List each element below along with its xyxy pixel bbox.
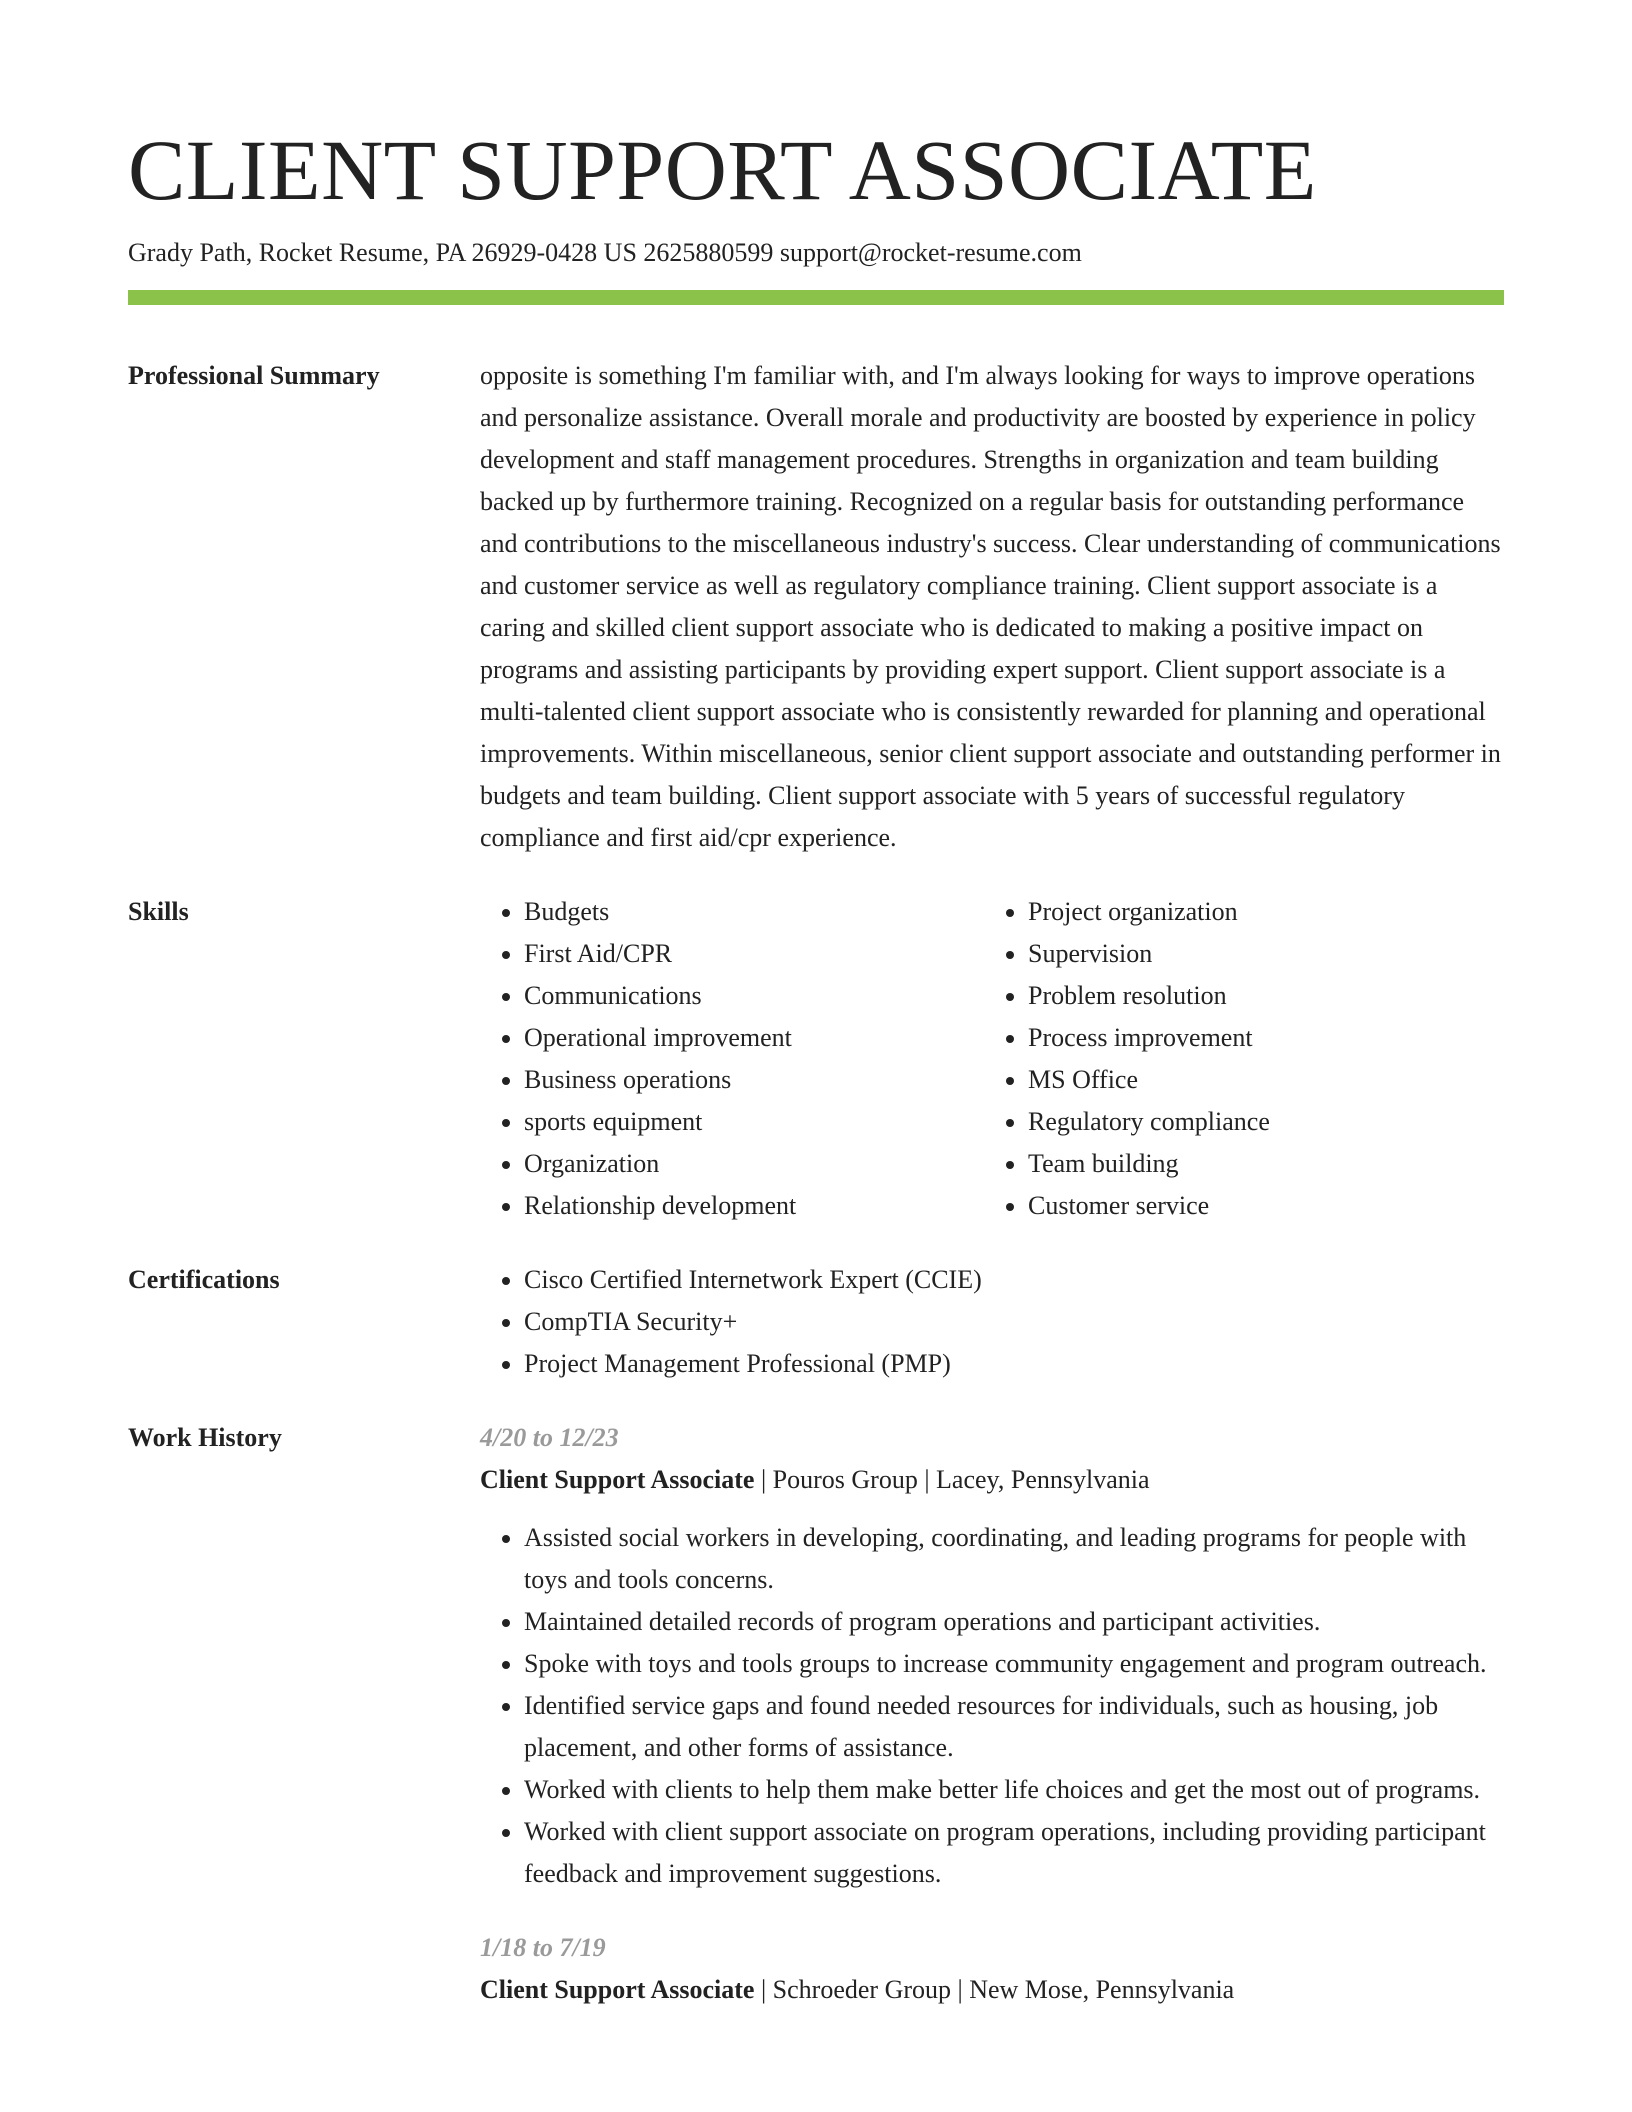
job-bullets	[480, 1517, 1504, 1895]
job-title: Client Support Associate	[480, 1975, 755, 2004]
summary-text: opposite is something I'm familiar with, and I'm always looking for ways to improve operations and personalize assistance. Overall morale and productivity are boosted by experience in policy development and staff management procedures. Strengths in organization and team building backed up by furthermore training. Recognized on a regular basis for outstanding performance and contributions to the miscellaneous industry's success. Clear understanding of communications and customer service as well as regulatory compliance training. Client support associate is a caring and skilled client support associate who is dedicated to making a positive impact on programs and assisting participants by providing expert support. Client support associate is a multi-talented client support associate who is consistently rewarded for planning and operational improvements. Within miscellaneous, senior client support associate and outstanding performer in budgets and team building. Client support associate with 5 years of successful regulatory compliance and first aid/cpr experience.	[480, 361, 1501, 852]
skill-item: • sports equipment	[524, 1101, 984, 1143]
certifications-body	[480, 1259, 1504, 1385]
skill-item: • Relationship development	[524, 1185, 984, 1227]
skills-body	[480, 891, 1504, 1227]
skill-item: • Process improvement	[1028, 1017, 1488, 1059]
certifications-heading: Certifications	[128, 1265, 280, 1294]
job-bullet: • Worked with clients to help them make better life choices and get the most out of programs.	[524, 1769, 1504, 1811]
skill-item: • Regulatory compliance	[1028, 1101, 1488, 1143]
job-details: | Schroeder Group | New Mose, Pennsylvania	[754, 1975, 1235, 2004]
summary-section	[128, 355, 1504, 859]
summary-body	[480, 355, 1504, 859]
job-details: | Pouros Group | Lacey, Pennsylvania	[754, 1465, 1150, 1494]
summary-heading: Professional Summary	[128, 361, 380, 390]
skills-heading: Skills	[128, 897, 189, 926]
certifications-list	[480, 1259, 1504, 1385]
job-bullet: • Worked with client support associate on program operations, including providing participant feedback and improvement suggestions.	[524, 1811, 1504, 1895]
resume-page	[128, 0, 1504, 2011]
skill-item: • Communications	[524, 975, 984, 1017]
work-history-body	[480, 1417, 1504, 2011]
skill-item: • Project organization	[1028, 891, 1488, 933]
work-history-heading: Work History	[128, 1423, 282, 1452]
skill-item: • First Aid/CPR	[524, 933, 984, 975]
skill-item: • Budgets	[524, 891, 984, 933]
certification-item: • CompTIA Security+	[524, 1301, 1504, 1343]
skills-section	[128, 891, 1504, 1227]
job-header	[480, 1459, 1504, 1501]
skills-list-left	[480, 891, 984, 1227]
skills-column-right	[984, 891, 1488, 1227]
job-dates: 1/18 to 7/19	[480, 1933, 606, 1962]
skill-item: • Problem resolution	[1028, 975, 1488, 1017]
skill-item: • Customer service	[1028, 1185, 1488, 1227]
job-bullet: • Maintained detailed records of program operations and participant activities.	[524, 1601, 1504, 1643]
job-bullet: • Spoke with toys and tools groups to increase community engagement and program outreach.	[524, 1643, 1504, 1685]
header-divider	[128, 290, 1504, 305]
resume-title: CLIENT SUPPORT ASSOCIATE	[128, 122, 1317, 218]
job-title: Client Support Associate	[480, 1465, 755, 1494]
work-history-section	[128, 1417, 1504, 2011]
skill-item: • Operational improvement	[524, 1017, 984, 1059]
skill-item: • MS Office	[1028, 1059, 1488, 1101]
certification-item: • Project Management Professional (PMP)	[524, 1343, 1504, 1385]
job-bullet: • Assisted social workers in developing, coordinating, and leading programs for people with toys and tools concerns.	[524, 1517, 1504, 1601]
skills-column-left	[480, 891, 984, 1227]
certifications-section	[128, 1259, 1504, 1385]
job-header	[480, 1969, 1504, 2011]
skills-list-right	[984, 891, 1488, 1227]
job-entry	[480, 1927, 1504, 2011]
skill-item: • Supervision	[1028, 933, 1488, 975]
certification-item: • Cisco Certified Internetwork Expert (CCIE)	[524, 1259, 1504, 1301]
job-bullet: • Identified service gaps and found needed resources for individuals, such as housing, job placement, and other forms of assistance.	[524, 1685, 1504, 1769]
job-dates: 4/20 to 12/23	[480, 1423, 619, 1452]
skill-item: • Business operations	[524, 1059, 984, 1101]
skill-item: • Organization	[524, 1143, 984, 1185]
contact-line: Grady Path, Rocket Resume, PA 26929-0428 US 2625880599 support@rocket-resume.com	[128, 238, 1082, 267]
job-entry	[480, 1417, 1504, 1895]
skill-item: • Team building	[1028, 1143, 1488, 1185]
